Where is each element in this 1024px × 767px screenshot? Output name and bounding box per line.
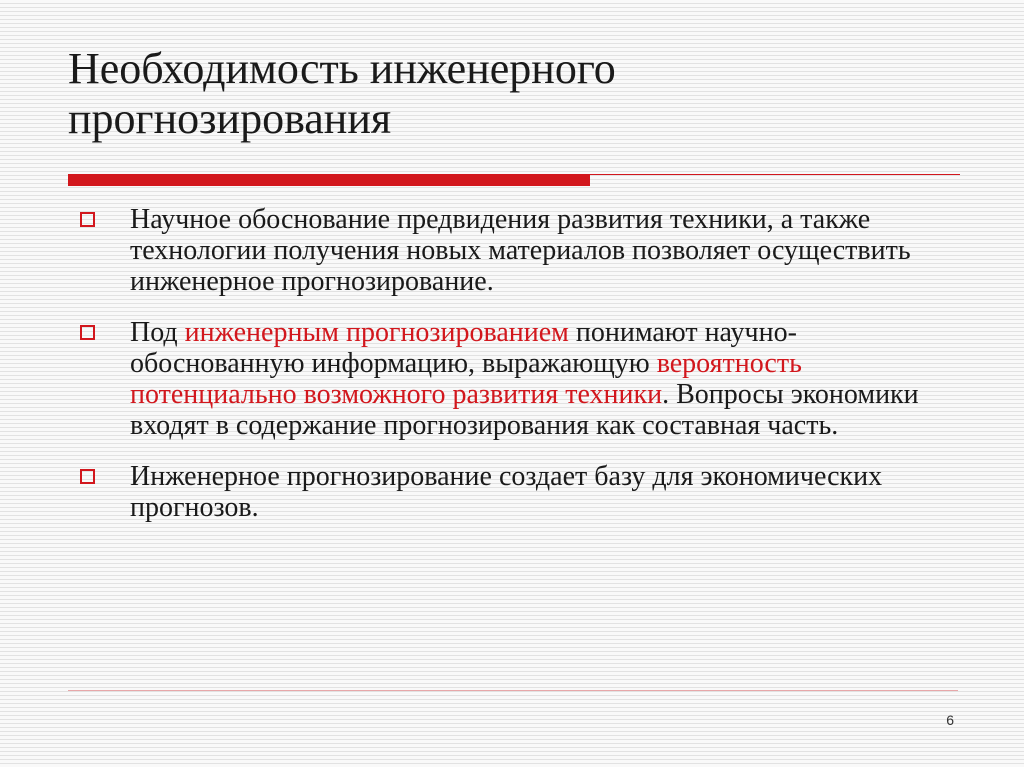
bullet-list [80, 204, 940, 543]
title-underline-thick [68, 174, 590, 186]
slide-title: Необходимость инженерного прогнозирования [68, 44, 616, 143]
title-underline-thin [590, 174, 960, 175]
highlighted-term: инженерным прогнозированием [184, 317, 569, 348]
bullet-text: Под [130, 317, 185, 348]
bullet-item [80, 204, 940, 297]
bullet-text: Научное обоснование предвидения развития техники, а также технологии получения новых материалов позволяет осуществить инженерное прогнозирование. [130, 204, 911, 297]
hollow-square-bullet-icon [80, 212, 95, 227]
bullet-item [80, 317, 940, 441]
bullet-item [80, 461, 940, 523]
page-number: 6 [946, 712, 954, 728]
bullet-text: Инженерное прогнозирование создает базу для экономических прогнозов. [130, 461, 883, 523]
bullet-text: понимают научно-обоснованную информацию, выражающую [130, 317, 797, 379]
hollow-square-bullet-icon [80, 325, 95, 340]
hollow-square-bullet-icon [80, 469, 95, 484]
bullet-text: . Вопросы экономики входят в содержание прогнозирования как составная часть. [130, 379, 919, 441]
highlighted-term: вероятность потенциально возможного развития техники [130, 348, 802, 410]
footer-divider [68, 690, 958, 691]
